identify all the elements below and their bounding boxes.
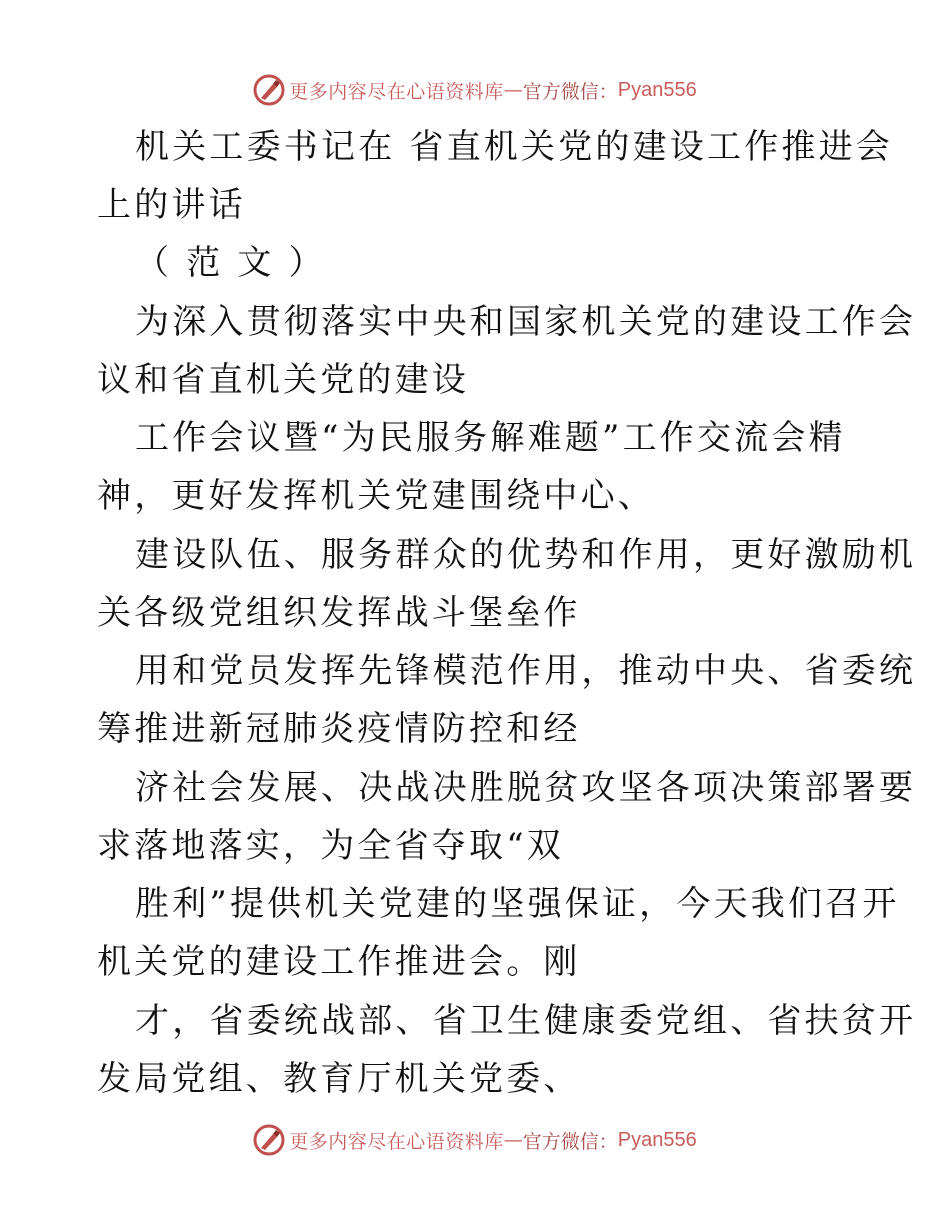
banner-wechat-id: Pyan556 <box>617 1128 697 1151</box>
paragraph-line: 关各级党组织发挥战斗堡垒作 <box>97 593 581 633</box>
banner-separator: — <box>503 79 523 101</box>
paragraph-line: 胜利”提供机关党建的坚强保证，今天我们召开 <box>135 884 900 924</box>
subtitle-line: （ 范 文 ） <box>135 243 326 283</box>
paragraph-line: 神，更好发挥机关党建围绕中心、 <box>97 476 655 516</box>
banner-separator: — <box>503 1129 523 1151</box>
banner-wechat-label: 官方微信： <box>522 1130 618 1153</box>
paragraph-line: 机关党的建设工作推进会。刚 <box>97 942 581 982</box>
paragraph-line: 发局党组、教育厅机关党委、 <box>97 1059 581 1099</box>
paragraph-line: 为深入贯彻落实中央和国家机关党的建设工作会 <box>135 302 917 342</box>
paragraph-line: 议和省直机关党的建设 <box>97 360 469 400</box>
banner-wechat-id: Pyan556 <box>617 78 697 101</box>
banner-text: 更多内容尽在心语资料库 <box>289 1130 504 1153</box>
header-banner <box>0 70 950 110</box>
pen-logo-icon <box>253 1124 285 1156</box>
paragraph-line: 用和党员发挥先锋模范作用，推动中央、省委统 <box>135 651 917 691</box>
pen-logo-icon <box>253 74 285 106</box>
paragraph-line: 求落地落实，为全省夺取“双 <box>97 826 564 866</box>
title-line-2: 上的讲话 <box>97 185 246 225</box>
footer-banner <box>0 1120 950 1160</box>
paragraph-line: 建设队伍、服务群众的优势和作用，更好激励机 <box>135 535 917 575</box>
banner-wechat-label: 官方微信： <box>522 80 618 103</box>
paragraph-line: 济社会发展、决战决胜脱贫攻坚各项决策部署要 <box>135 768 917 808</box>
paragraph-line: 筹推进新冠肺炎疫情防控和经 <box>97 709 581 749</box>
paragraph-line: 才，省委统战部、省卫生健康委党组、省扶贫开 <box>135 1001 917 1041</box>
banner-text: 更多内容尽在心语资料库 <box>289 80 504 103</box>
paragraph-line: 工作会议暨“为民服务解难题”工作交流会精 <box>135 418 846 458</box>
title-line-1: 机关工委书记在 省直机关党的建设工作推进会 <box>135 127 894 167</box>
